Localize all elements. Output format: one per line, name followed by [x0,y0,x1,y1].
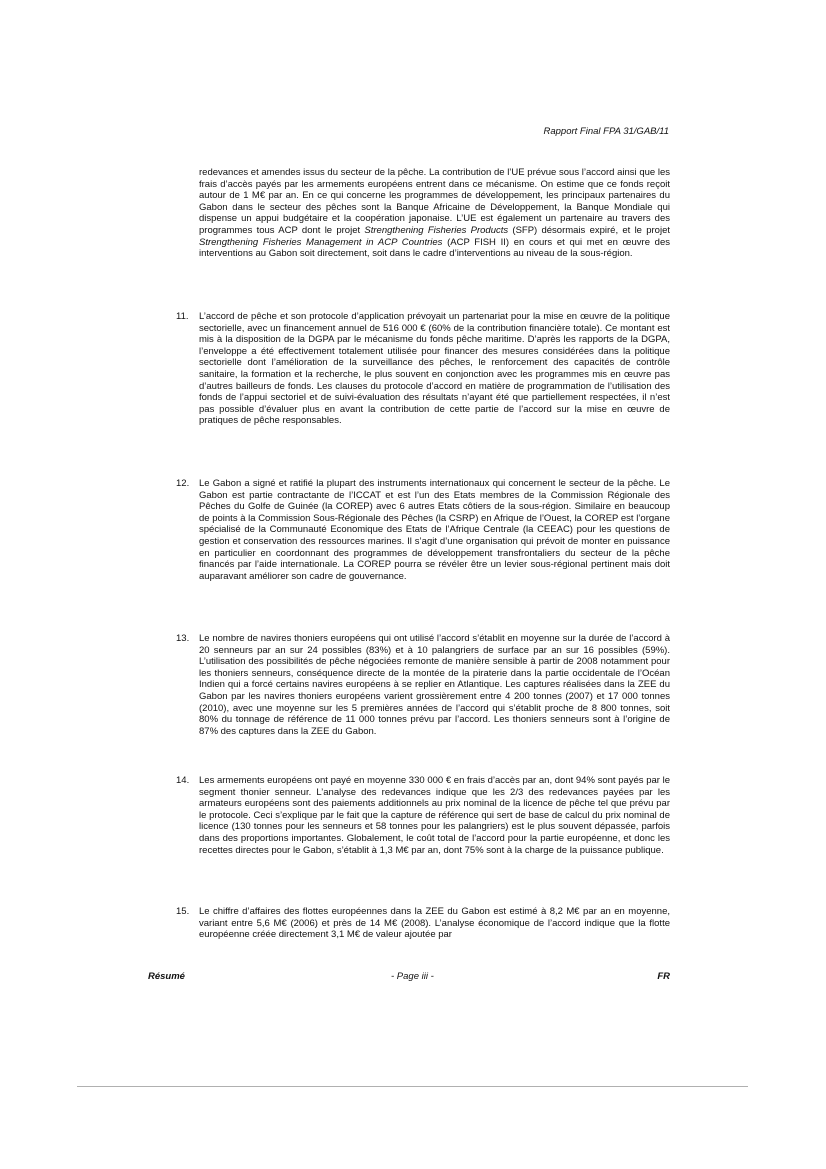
page-footer [148,971,670,983]
intro-paragraph [199,167,670,260]
footer-page-number: - Page iii - [391,971,434,982]
paragraph-15 [170,906,670,941]
project-name-sfp: Strengthening Fisheries Products [364,224,509,236]
paragraph-text: Le chiffre d’affaires des flottes européennes dans la ZEE du Gabon est estimé à 8,2 M€ par an en moyenne, variant entre 5,6 M€ (2006) et près de 14 M€ (2008). L’analyse économique de l’accord indique que la flotte européenne créée directement 3,1 M€ de valeur ajoutée par [199,906,670,941]
intro-text-2: (SFP) désormais expiré, et le projet [508,224,670,236]
paragraph-11 [170,311,670,427]
paragraph-number: 11. [176,311,189,322]
paragraph-text: Le Gabon a signé et ratifié la plupart des instruments internationaux qui concernent le secteur de la pêche. Le Gabon est partie contractante de l’ICCAT et est l’un des Etats membres de la Commission Régionale des Pêches du Golfe de Guinée (la COREP) avec 6 autres Etats côtiers de la sous-région. Similaire en beaucoup de points à la Commission Sous-Régionale des Pêches (la CSRP) en Afrique de l’Ouest, la COREP est l’organe spécialisé de la Communauté Economique des Etats de l’Afrique Centrale (la CEEAC) pour les questions de gestion et conservation des ressources marines. Il s’agit d’une organisation qui prévoit de monter en puissance en particulier en coordonnant des programmes de développement transfrontaliers du secteur de la pêche financés par l’aide internationale. La COREP pourra se révéler être un levier sous-régional pertinent mais doit auparavant améliorer son cadre de gouvernance. [199,478,670,582]
footer-section-label: Résumé [148,971,185,982]
paragraph-number: 15. [176,906,190,917]
page-bottom-divider [77,1086,748,1087]
intro-text-3: (ACP FISH II) en cours et qui met en œuvre des interventions au Gabon soit directement, soit dans le cadre d’interventions au niveau de la sous-région. [199,236,670,260]
project-name-acp-fish: Strengthening Fisheries Management in ACP Countries [199,236,443,248]
paragraph-number: 13. [176,633,190,644]
intro-text-1: redevances et amendes issus du secteur de la pêche. La contribution de l’UE prévue sous l’accord ainsi que les frais d’accès payés par les armements européens entrent dans ce mécanisme. On estime que ce fonds reçoit autour de 1 M€ par an. En ce qui concerne les programmes de développement, les principaux partenaires du Gabon dans le secteur des pêches sont la Banque Africaine de Développement, la Banque Mondiale qui dispense un appui budgétaire et la coopération japonaise. L’UE est également un partenaire au travers des programmes tous ACP dont le projet [199,167,670,236]
paragraph-number: 12. [176,478,190,489]
paragraph-14 [170,775,670,856]
paragraph-12 [170,478,670,582]
footer-language-code: FR [657,971,670,982]
paragraph-text: L’accord de pêche et son protocole d’application prévoyait un partenariat pour la mise en œuvre de la politique sectorielle, avec un financement annuel de 516 000 € (60% de la contribution financière totale). Ce montant est mis à la disposition de la DGPA par le mécanisme du fonds pêche maritime. D’après les rapports de la DGPA, l’enveloppe a été effectivement totalement utilisée pour financer des mesures considérées dans la politique sectorielle dont l’amélioration de la surveillance des pêches, le renforcement des capacités de contrôle sanitaire, la formation et la recherche, le plus souvent en conjonction avec les programmes mis en œuvre pas d’autres bailleurs de fonds. Les clauses du protocole d’accord en matière de programmation de l’utilisation des fonds de l’appui sectoriel et de suivi-évaluation des résultats n’ayant été que partiellement respectées, il n’est pas possible d’évaluer plus en avant la contribution de cette partie de l’accord sur la mise en œuvre de pratiques de pêche responsables. [199,311,670,427]
report-reference: Rapport Final FPA 31/GAB/11 [543,126,669,137]
paragraph-text: Les armements européens ont payé en moyenne 330 000 € en frais d’accès par an, dont 94% sont payés par le segment thonier senneur. L’analyse des redevances indique que les 2/3 des redevances payées par les armateurs européens sont des paiements additionnels au prix nominal de la licence de pêche tel que prévu par le protocole. Ceci s’explique par le fait que la capture de référence qui sert de base de calcul du prix nominal de licence (130 tonnes pour les senneurs et 58 tonnes pour les palangriers) est le plus souvent dépassée, parfois dans des proportions importantes. Globalement, le coût total de l’accord pour la partie européenne, et donc les recettes directes pour le Gabon, s’établit à 1,3 M€ par an, dont 75% sont à la charge de la puissance publique. [199,775,670,856]
paragraph-number: 14. [176,775,190,786]
paragraph-13 [170,633,670,737]
paragraph-text: Le nombre de navires thoniers européens qui ont utilisé l’accord s’établit en moyenne sur la durée de l’accord à 20 senneurs par an sur 24 possibles (83%) et à 10 palangriers de surface par an sur 16 possibles (59%). L’utilisation des possibilités de pêche négociées remonte de manière sensible à partir de 2008 notamment pour les thoniers senneurs, conséquence directe de la montée de la piraterie dans la partie occidentale de l’Océan Indien qui a forcé certains navires européens à se replier en Atlantique. Les captures réalisées dans la ZEE du Gabon par les navires thoniers européens varient grossièrement entre 4 200 tonnes (2007) et 17 000 tonnes (2010), avec une moyenne sur les 5 premières années de l’accord qui s’établit proche de 8 800 tonnes, soit 80% du tonnage de référence de 11 000 tonnes prévu par l’accord. Les thoniers senneurs sont à l’origine de 87% des captures dans la ZEE du Gabon. [199,633,670,737]
